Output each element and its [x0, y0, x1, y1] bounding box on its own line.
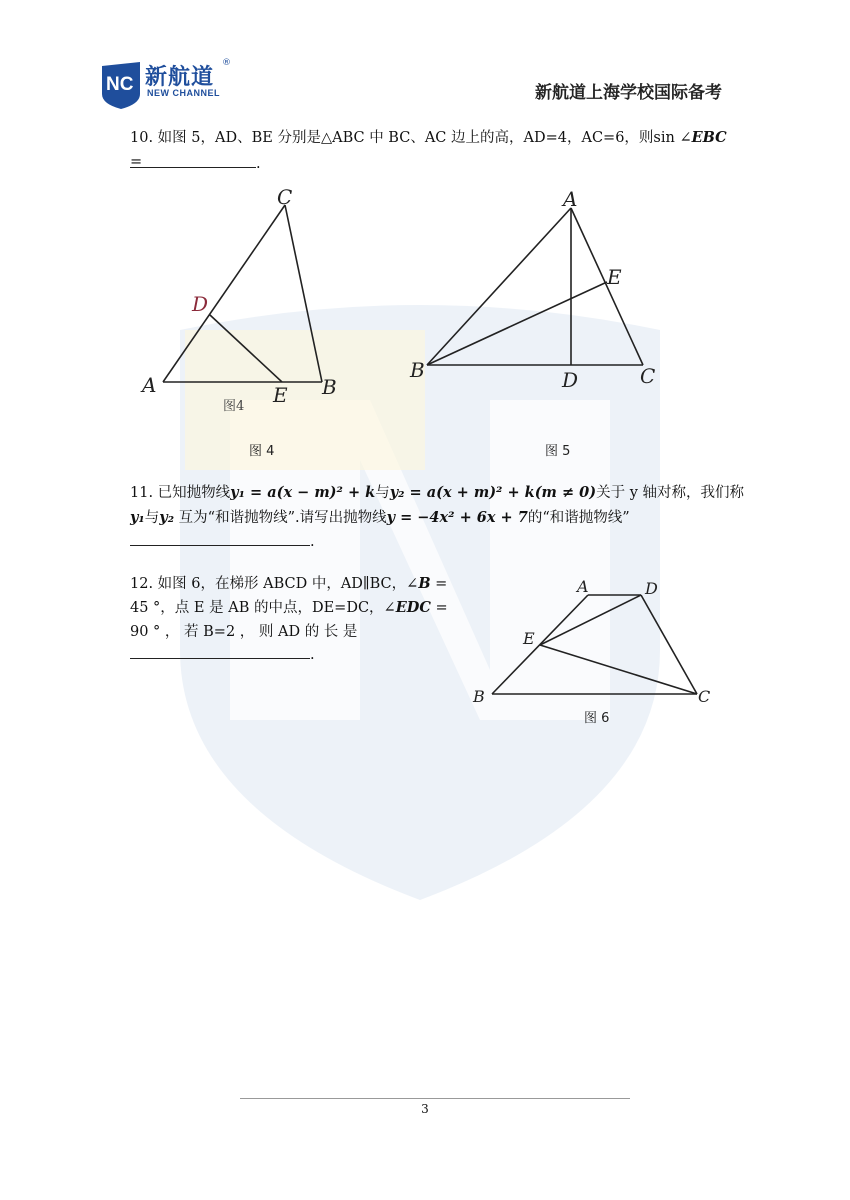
answer-blank[interactable]	[130, 531, 310, 546]
logo-text: 新航道	[145, 65, 215, 90]
fig6-label-D: D	[645, 579, 658, 598]
logo-subtitle: NEW CHANNEL	[147, 88, 220, 98]
question-10-math: EBC	[691, 129, 727, 146]
question-12-line3: 90 ° ， 若 B=2 ， 则 AD 的 长 是	[130, 624, 358, 640]
fig4-label-D: D	[192, 292, 209, 316]
question-11-text-3: 的“和谐抛物线”	[527, 510, 630, 526]
question-11-text-2: 互为“和谐抛物线”.请写出抛物线	[174, 510, 387, 526]
question-11-eq1: y₁ = a(x − m)² + k	[230, 484, 376, 501]
question-11-y1: y₁	[130, 509, 145, 526]
question-11-answer	[130, 530, 315, 554]
fig4-side-AC	[163, 205, 285, 382]
question-11-eq2: y₂ = a(x + m)² + k(m ≠ 0)	[389, 484, 597, 501]
fig6-label-E: E	[523, 629, 535, 648]
footer-divider	[240, 1098, 630, 1099]
fig4-label-A: A	[142, 373, 157, 397]
fig4-ghost-caption: 图4	[223, 399, 245, 414]
figure-5-caption: 图 5	[545, 444, 571, 459]
question-11-mid: 与	[375, 485, 390, 501]
question-12-eq: =	[430, 576, 448, 592]
question-12-m2: EDC	[395, 599, 431, 616]
fig5-label-C: C	[640, 364, 656, 388]
fig5-label-B: B	[410, 358, 425, 382]
svg-text:NC: NC	[106, 74, 134, 95]
question-12-answer	[130, 643, 315, 667]
question-10-text: 10. 如图 5，AD、BE 分别是△ABC 中 BC、AC 边上的高，AD=4，AC=6，则sin ∠	[130, 130, 692, 146]
question-11-text: 11. 已知抛物线	[130, 485, 231, 501]
fig4-segment-DE	[210, 315, 282, 382]
page-number: 3	[421, 1102, 429, 1116]
fig6-label-B: B	[473, 687, 485, 706]
question-11-eq3: y = −4x² + 6x + 7	[386, 509, 528, 526]
figure-6-caption: 图 6	[584, 711, 610, 726]
question-11-y2: y₂	[159, 509, 175, 526]
question-11-and: 与	[144, 510, 160, 526]
question-11-text-post: 关于 y 轴对称，我们称	[596, 485, 745, 501]
answer-blank[interactable]	[130, 644, 310, 659]
fig4-label-C: C	[277, 185, 293, 209]
fig6-label-A: A	[577, 577, 589, 596]
fig4-side-CB	[285, 205, 322, 382]
fig5-label-E: E	[607, 265, 622, 289]
question-12-line2	[130, 596, 460, 620]
question-11-line2	[130, 506, 730, 530]
question-12-text-2: 45 °，点 E 是 AB 的中点，DE=DC，∠	[130, 600, 396, 616]
fig4-label-E: E	[273, 383, 288, 407]
question-12-end: .	[310, 647, 315, 663]
figure-4	[130, 180, 390, 420]
figure-4-caption: 图 4	[249, 444, 275, 459]
question-12-text: 12. 如图 6，在梯形 ABCD 中，AD∥BC，∠	[130, 576, 419, 592]
question-10-eq: =	[130, 154, 143, 170]
answer-blank[interactable]	[130, 153, 256, 168]
question-11-end: .	[310, 534, 315, 550]
fig4-label-B: B	[322, 375, 337, 399]
fig5-side-AB	[427, 208, 571, 365]
question-12-m1: B	[418, 575, 431, 592]
question-10-end: .	[256, 156, 261, 172]
school-name: 新航道上海学校国际备考	[535, 83, 722, 103]
question-12-eq-2: =	[430, 600, 448, 616]
fig5-label-D: D	[562, 368, 579, 392]
fig6-segment-ED	[540, 595, 641, 645]
question-11	[130, 481, 745, 505]
fig6-label-C: C	[698, 687, 711, 706]
question-10-answer	[130, 152, 261, 176]
fig5-altitude-BE	[427, 282, 607, 365]
fig5-label-A: A	[563, 187, 578, 211]
figure-6	[468, 572, 718, 712]
logo-registered-mark: ®	[222, 58, 231, 68]
question-12	[130, 572, 460, 596]
figure-5	[400, 180, 680, 410]
